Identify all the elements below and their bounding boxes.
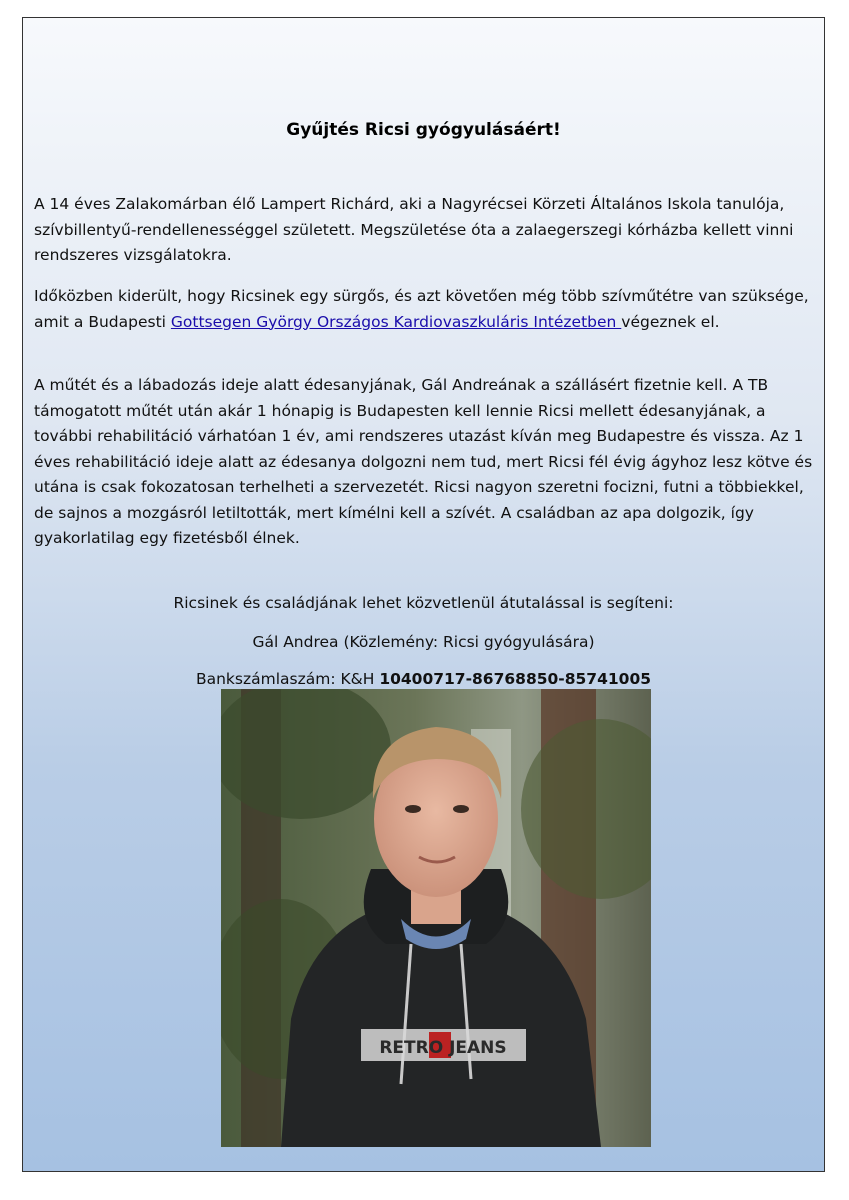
shirt-print: RETRO JEANS [379,1038,507,1058]
page-title: Gyűjtés Ricsi gyógyulásáért! [286,120,561,140]
document-page [22,17,825,1172]
paragraph-surgery-end: végeznek el. [621,312,720,331]
bank-account-line [23,670,824,688]
help-line: Ricsinek és családjának lehet közvetlenül átutalással is segíteni: [173,594,674,612]
recipient-line: Gál Andrea (Közlemény: Ricsi gyógyulására) [252,633,595,651]
paragraph-costs: A műtét és a lábadozás ideje alatt édesanyjának, Gál Andreának a szállásért fizetnie kell. A TB támogatott műtét után akár 1 hónapig is Budapesten kell lennie Ricsi mellett édesanyjának, a további rehabilitáció várhatóan 1 év, ami rendszeres utazást kíván meg Budapestre és vissza. Az 1 éves rehabilitáció ideje alatt az édesanya dolgozni nem tud, mert Ricsi fél évig ágyhoz lesz kötve és utána is csak fokozatosan terhelheti a szervezetét. Ricsi nagyon szeretni focizni, futni a többiekkel, de sajnos a mozgásról letiltották, mert kímélni kell a szívét. A családban az apa dolgozik, így gyakorlatilag egy fizetésből élnek. [34,376,813,547]
institute-link[interactable]: Gottsegen György Országos Kardiovaszkuláris Intézetben [170,312,622,331]
paragraph-surgery-text: Időközben kiderült, hogy Ricsinek egy sürgős, és azt követően még több szívműtétre van szüksége, amit a Budapesti [34,287,809,331]
bank-label: Bankszámlaszám: K&H [195,670,380,688]
bank-account-number: 10400717-86768850-85741005 [379,670,652,688]
boy-photo [221,689,651,1147]
paragraph-surgery [34,284,820,335]
paragraph-intro: A 14 éves Zalakomárban élő Lampert Richárd, aki a Nagyrécsei Körzeti Általános Iskola tanulója, szívbillentyű-rendellenességgel született. Megszületése óta a zalaegerszegi kórházba kellett vinni rendszeres vizsgálatokra. [34,195,794,264]
